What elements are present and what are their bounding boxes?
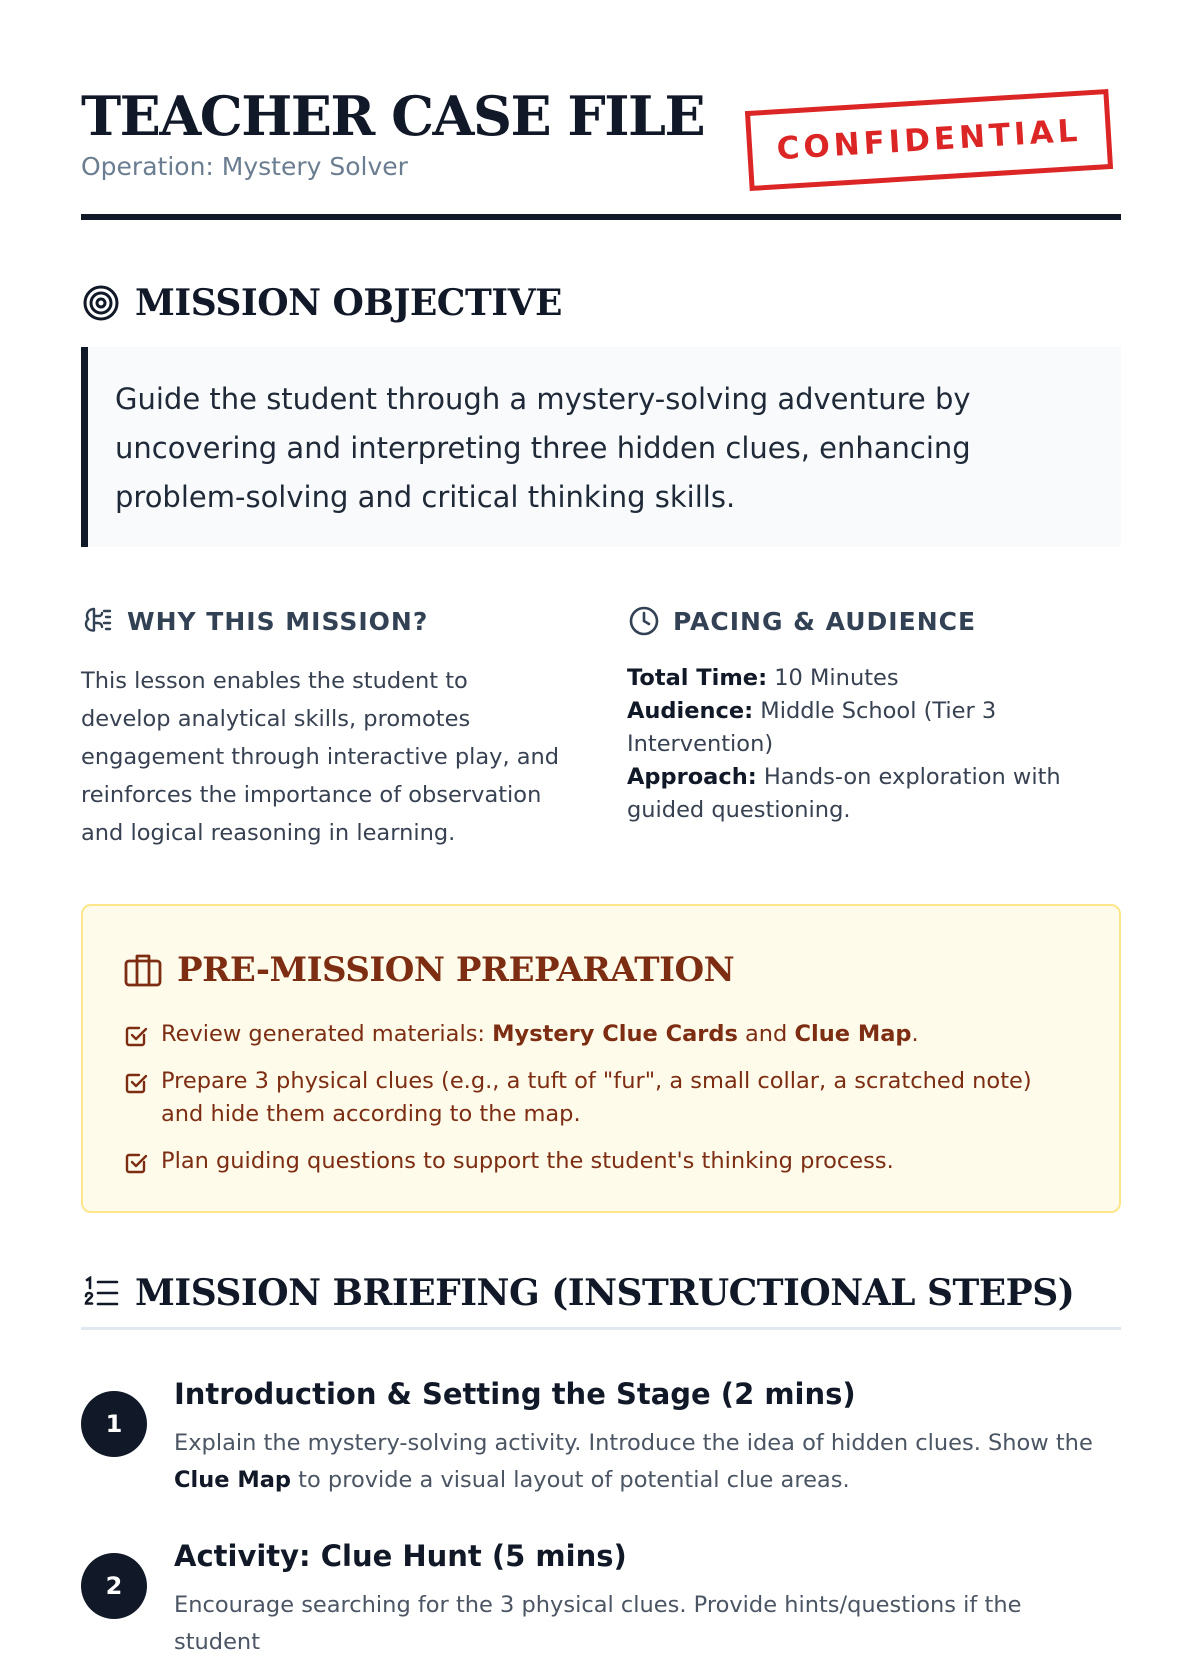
why-section [81,600,561,852]
numbered-list-icon [81,1273,121,1313]
prep-item: Plan guiding questions to support the student's thinking process. [123,1145,1063,1178]
why-heading-text: WHY THIS MISSION? [127,606,429,636]
target-icon [81,283,121,323]
step-title: Activity: Clue Hunt (5 mins) [174,1539,627,1573]
why-text: This lesson enables the student to develop analytical skills, promotes engagement through interactive play, and reinforces the importance of observation and logical reasoning in learning. [81,668,560,846]
page-title: TEACHER CASE FILE [81,84,705,148]
prep-item: Prepare 3 physical clues (e.g., a tuft of "fur", a small collar, a scratched note) and hide them according to the map. [123,1065,1063,1131]
step-text: Encourage searching for the 3 physical clues. Provide hints/questions if the student [174,1592,1022,1655]
pacing-item-audience: Audience: Middle School (Tier 3 Intervention) [627,698,997,757]
pacing-heading-text: PACING & AUDIENCE [673,606,977,636]
checkbox-icon [123,1150,149,1176]
step-number-badge: 1 [81,1391,147,1457]
pacing-heading [627,600,1121,642]
briefing-heading-text: MISSION BRIEFING (INSTRUCTIONAL STEPS) [135,1272,1075,1314]
step-number-badge: 2 [81,1553,147,1619]
prep-list [123,1018,1063,1192]
prep-item: Review generated materials: Mystery Clue Cards and Clue Map. [123,1018,1063,1051]
step-title: Introduction & Setting the Stage (2 mins) [174,1377,856,1411]
pacing-item-time: Total Time: 10 Minutes [627,665,899,691]
prep-box [81,904,1121,1213]
pacing-list [627,662,1121,827]
confidential-stamp: CONFIDENTIAL [745,89,1113,191]
page-subtitle: Operation: Mystery Solver [81,152,408,181]
briefing-divider [81,1327,1121,1330]
header-divider [81,214,1121,220]
header [81,84,1121,220]
clock-icon [627,604,661,638]
prep-heading-text: PRE-MISSION PREPARATION [177,950,735,990]
why-heading [81,600,561,642]
checkbox-icon [123,1023,149,1049]
checkbox-icon [123,1070,149,1096]
pacing-section [627,600,1121,827]
brain-icon [81,604,115,638]
pacing-item-approach: Approach: Hands-on exploration with guided questioning. [627,764,1061,823]
objective-heading-text: MISSION OBJECTIVE [135,282,562,324]
objective-text: Guide the student through a mystery-solving adventure by uncovering and interpreting three hidden clues, enhancing problem-solving and critical thinking skills. [115,382,971,514]
briefing-heading [81,1272,1074,1314]
objective-heading [81,282,562,324]
prep-heading [123,950,734,990]
briefcase-icon [123,950,163,990]
objective-box [81,347,1121,547]
step-text: Explain the mystery-solving activity. Introduce the idea of hidden clues. Show the Clue Map to provide a visual layout of potential clue areas. [174,1430,1093,1493]
